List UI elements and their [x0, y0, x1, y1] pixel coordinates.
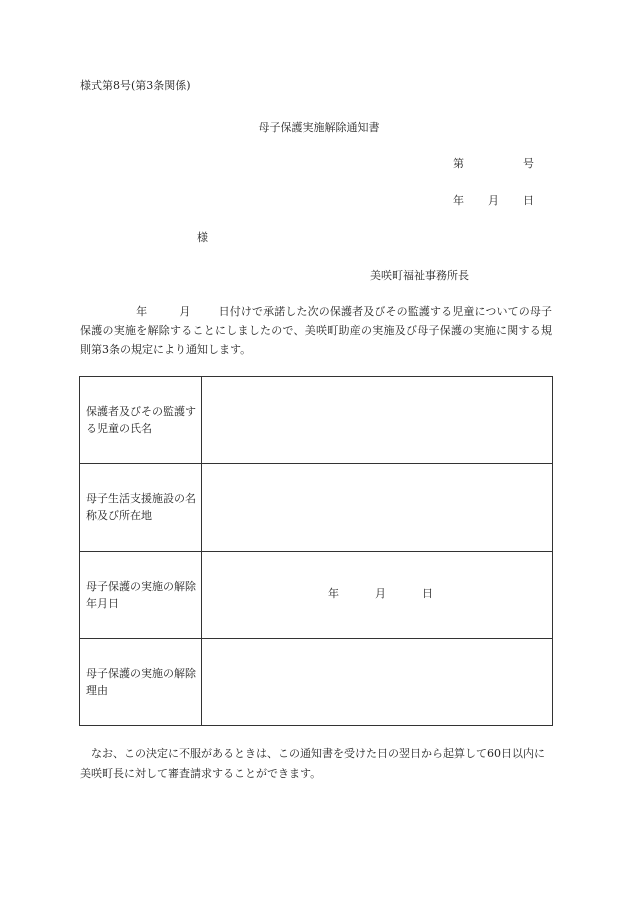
body-month: 月	[179, 305, 191, 318]
notice-body	[80, 302, 552, 359]
issue-date-day: 日	[523, 194, 534, 207]
appeal-notice	[80, 744, 552, 784]
row-label: 母子生活支援施設の名称及び所在地	[80, 464, 202, 551]
release-date-month: 月	[375, 586, 386, 600]
table-row	[80, 638, 553, 725]
form-number: 様式第8号(第3条関係)	[80, 79, 191, 92]
body-text: 日付けで承諾した次の保護者及びその監護する児童についての母子保護の実施を解除することにしましたので、美咲町助産の実施及び母子保護の実施に関する規則第3条の規定により通知します。	[80, 305, 553, 356]
release-date-year: 年	[328, 586, 339, 600]
table-row	[80, 551, 553, 638]
row-label: 保護者及びその監護する児童の氏名	[80, 377, 202, 464]
body-year: 年	[136, 305, 148, 318]
document-number-suffix: 号	[523, 157, 534, 170]
issue-date-year: 年	[453, 194, 464, 207]
row-label: 母子保護の実施の解除年月日	[80, 551, 202, 638]
table-row	[80, 377, 553, 464]
row-value	[202, 464, 553, 551]
release-date-day: 日	[422, 586, 433, 600]
row-value	[202, 551, 553, 638]
release-date	[202, 588, 552, 602]
addressee: 様	[197, 231, 208, 244]
row-value	[202, 377, 553, 464]
info-table	[79, 376, 553, 726]
table-row	[80, 464, 553, 551]
row-label: 母子保護の実施の解除理由	[80, 638, 202, 725]
document-title: 母子保護実施解除通知書	[258, 121, 380, 134]
row-value	[202, 638, 553, 725]
document-number-prefix: 第	[453, 157, 464, 170]
issue-date-month: 月	[488, 194, 499, 207]
appeal-notice-text: なお、この決定に不服があるときは、この通知書を受けた日の翌日から起算して60日以内に美咲町長に対して審査請求することができます。	[80, 747, 545, 780]
sender: 美咲町福祉事務所長	[370, 269, 469, 282]
